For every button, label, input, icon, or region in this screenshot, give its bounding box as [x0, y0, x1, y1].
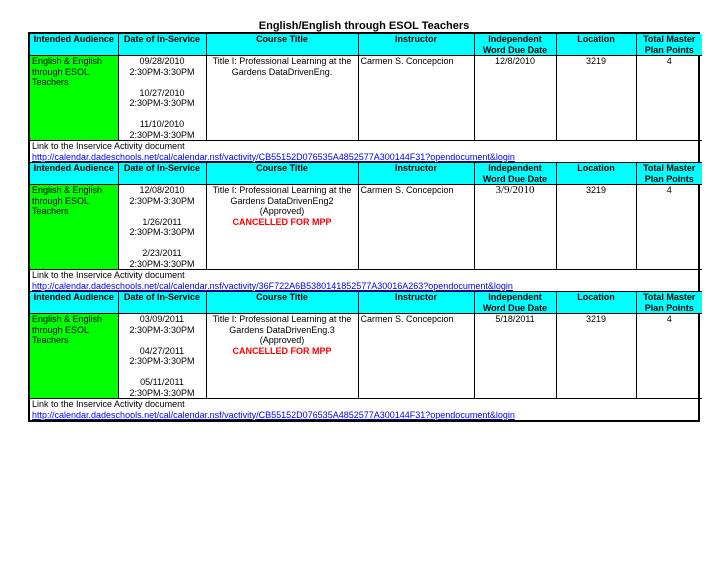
- points-cell: 4: [636, 185, 702, 270]
- location-cell: 3219: [556, 185, 636, 270]
- header-location: Location: [556, 34, 636, 56]
- points-cell: 4: [636, 56, 702, 141]
- link-cell: [30, 270, 702, 292]
- session-time: 2:30PM-3:30PM: [129, 66, 195, 77]
- session-date: 04/27/2011: [139, 345, 185, 356]
- course-status: CANCELLED FOR MPP: [232, 345, 332, 356]
- due-date-cell: 12/8/2010: [474, 56, 556, 141]
- table-row: [30, 314, 702, 399]
- instructor-cell: Carmen S. Concepcion: [358, 56, 474, 141]
- course-title-cell: [206, 314, 358, 399]
- session-date: 10/27/2010: [139, 87, 185, 98]
- session-date: 09/28/2010: [139, 56, 185, 66]
- header-intended-audience: Intended Audience: [30, 163, 118, 185]
- header-points: Total Master Plan Points: [636, 163, 702, 185]
- course-title: Title I: Professional Learning at the Gardens DataDrivenEng.: [212, 56, 352, 77]
- link-row: [30, 141, 702, 163]
- inservice-table-container: [28, 32, 700, 422]
- session-time: 2:30PM-3:30PM: [129, 324, 195, 335]
- session-time: 2:30PM-3:30PM: [129, 387, 195, 398]
- due-date-cell: 3/9/2010: [474, 185, 556, 270]
- session-time: 2:30PM-3:30PM: [129, 356, 195, 366]
- course-title-cell: [206, 56, 358, 141]
- session-date: 1/26/2011: [142, 216, 182, 227]
- session-date: 11/10/2010: [139, 119, 185, 129]
- inservice-activity-link[interactable]: http://calendar.dadeschools.net/cal/calendar.nsf/vactivity/36F722A6B5380141852577A30016A263?opendocument&login: [32, 280, 513, 291]
- instructor-cell: Carmen S. Concepcion: [358, 185, 474, 270]
- audience-cell: English & English through ESOL Teachers: [30, 56, 118, 141]
- dates-cell: [118, 185, 206, 270]
- course-title-cell: [206, 185, 358, 270]
- header-intended-audience: Intended Audience: [30, 34, 118, 56]
- header-due-date: Independent Word Due Date: [474, 292, 556, 314]
- header-row: [30, 163, 702, 185]
- table-row: [30, 185, 702, 270]
- course-note: (Approved): [259, 335, 305, 345]
- course-title: Title I: Professional Learning at the Gardens DataDrivenEng.3: [212, 314, 352, 335]
- header-due-date: Independent Word Due Date: [474, 34, 556, 56]
- session-date: 2/23/2011: [142, 248, 182, 258]
- session-time: 2:30PM-3:30PM: [129, 258, 195, 269]
- link-label: Link to the Inservice Activity document: [32, 141, 185, 151]
- session-time: 2:30PM-3:30PM: [129, 98, 195, 108]
- course-note: (Approved): [259, 206, 305, 216]
- header-points: Total Master Plan Points: [636, 292, 702, 314]
- page-title: English/English through ESOL Teachers: [258, 20, 470, 32]
- location-cell: 3219: [556, 314, 636, 399]
- session-date: 12/08/2010: [139, 185, 185, 195]
- link-row: [30, 270, 702, 292]
- course-title: Title I: Professional Learning at the Gardens DataDrivenEng2: [212, 185, 352, 206]
- header-row: [30, 34, 702, 56]
- header-instructor: Instructor: [358, 163, 474, 185]
- link-label: Link to the Inservice Activity document: [32, 270, 185, 280]
- audience-cell: English & English through ESOL Teachers: [30, 314, 118, 399]
- due-date-cell: 5/18/2011: [474, 314, 556, 399]
- session-time: 2:30PM-3:30PM: [129, 129, 195, 140]
- session-date: 03/09/2011: [139, 314, 185, 324]
- header-points: Total Master Plan Points: [636, 34, 702, 56]
- table-row: [30, 56, 702, 141]
- inservice-activity-link[interactable]: http://calendar.dadeschools.net/cal/calendar.nsf/vactivity/CB55152D076535A4852577A300144F31?opendocument&login: [32, 151, 515, 162]
- header-course-title: Course Title: [206, 292, 358, 314]
- inservice-activity-link[interactable]: http://calendar.dadeschools.net/cal/calendar.nsf/vactivity/CB55152D076535A4852577A300144F31?opendocument&login: [32, 409, 515, 420]
- link-row: [30, 399, 702, 421]
- header-instructor: Instructor: [358, 34, 474, 56]
- header-course-title: Course Title: [206, 163, 358, 185]
- header-row: [30, 292, 702, 314]
- session-time: 2:30PM-3:30PM: [129, 227, 195, 237]
- dates-cell: [118, 314, 206, 399]
- dates-cell: [118, 56, 206, 141]
- session-time: 2:30PM-3:30PM: [129, 195, 195, 206]
- header-intended-audience: Intended Audience: [30, 292, 118, 314]
- header-course-title: Course Title: [206, 34, 358, 56]
- location-cell: 3219: [556, 56, 636, 141]
- header-date-of-inservice: Date of In-Service: [118, 163, 206, 185]
- link-cell: [30, 399, 702, 421]
- header-location: Location: [556, 163, 636, 185]
- inservice-table: [30, 34, 702, 420]
- header-date-of-inservice: Date of In-Service: [118, 34, 206, 56]
- points-cell: 4: [636, 314, 702, 399]
- audience-cell: English & English through ESOL Teachers: [30, 185, 118, 270]
- instructor-cell: Carmen S. Concepcion: [358, 314, 474, 399]
- header-location: Location: [556, 292, 636, 314]
- link-cell: [30, 141, 702, 163]
- header-due-date: Independent Word Due Date: [474, 163, 556, 185]
- link-label: Link to the Inservice Activity document: [32, 399, 185, 409]
- header-instructor: Instructor: [358, 292, 474, 314]
- course-status: CANCELLED FOR MPP: [232, 216, 332, 227]
- header-date-of-inservice: Date of In-Service: [118, 292, 206, 314]
- session-date: 05/11/2011: [140, 377, 184, 387]
